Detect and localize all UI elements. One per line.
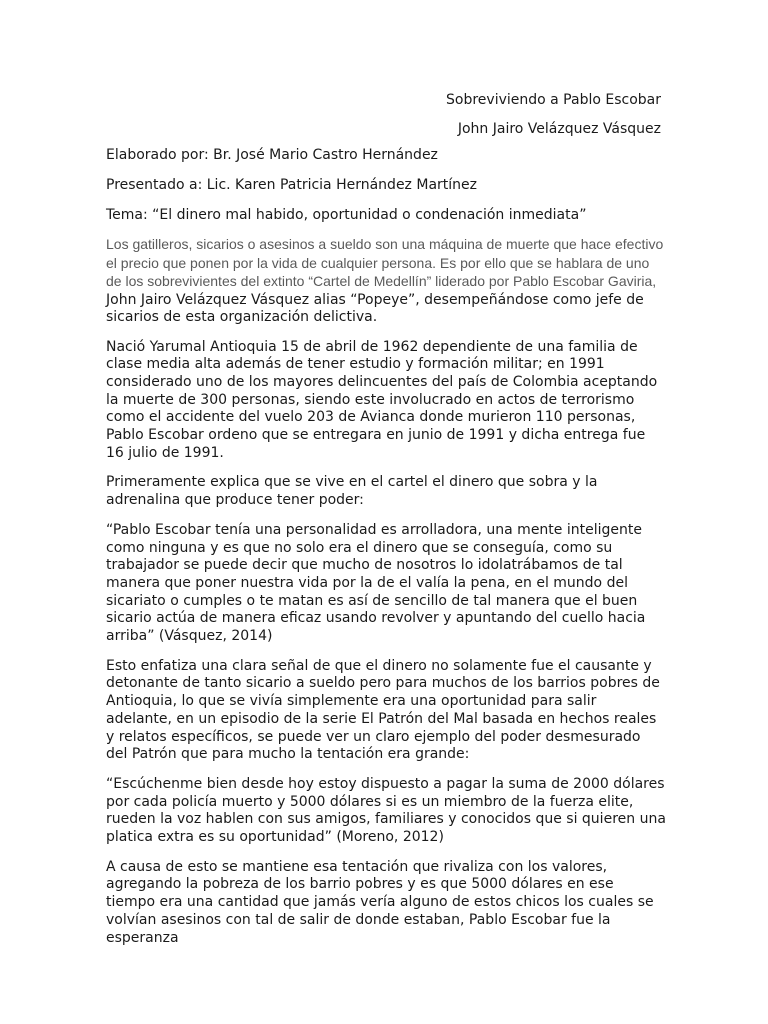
presentado-line: Presentado a: Lic. Karen Patricia Hernández Martínez (106, 177, 477, 193)
document-author: John Jairo Velázquez Vásquez (457, 121, 661, 137)
document-body (106, 146, 666, 959)
paragraph-birth: Nació Yarumal Antioquia 15 de abril de 1962 dependiente de una familia de clase media alta además de tener estudio y formación militar; en 1991 considerado uno de los mayores delincuentes del país de Colombia aceptando la muerte de 300 personas, siendo este involucrado en actos de terrorismo como el accidente del vuelo 203 de Avianca donde murieron 110 personas, Pablo Escobar ordeno que se entregara en junio de 1991 y dicha entrega fue 16 julio de 1991. (106, 338, 658, 461)
quote-vasquez: “Pablo Escobar tenía una personalidad es arrolladora, una mente inteligente como ninguna y es que no solo era el dinero que se conseguía, como su trabajador se puede decir que mucho de nosotros lo idolatrábamos de tal manera que poner nuestra vida por la de el valía la pena, en el mundo del sicariato o cumples o te matan es así de sencillo de tal manera que el buen sicario actúa de manera eficaz usando revolver y apuntando del cuello hacia arriba” (Vásquez, 2014) (106, 521, 646, 645)
paragraph-cartel: Primeramente explica que se vive en el cartel el dinero que sobra y la adrenalina que produce tener poder: (106, 474, 598, 509)
intro-paragraph (106, 236, 666, 327)
elaborado-line: Elaborado por: Br. José Mario Castro Hernández (106, 147, 438, 163)
paragraph-patron: Esto enfatiza una clara señal de que el dinero no solamente fue el causante y detonante de tanto sicario a sueldo pero para muchos de los barrios pobres de Antioquia, lo que se vivía simplemente era una oportunidad para salir adelante, en un episodio de la serie El Patrón del Mal basada en hechos reales y relatos específicos, se puede ver un claro ejemplo del poder desmesurado del Patrón que para mucho la tentación era grande: (106, 657, 660, 763)
document-title: Sobreviviendo a Pablo Escobar (446, 92, 661, 108)
quote-moreno: “Escúchenme bien desde hoy estoy dispuesto a pagar la suma de 2000 dólares por cada policía muerto y 5000 dólares si es un miembro de la fuerza elite, rueden la voz hablen con sus amigos, familiares y conocidos que si quieren una platica extra es su oportunidad” (Moreno, 2012) (106, 775, 666, 846)
paragraph-tentacion: A causa de esto se mantiene esa tentación que rivaliza con los valores, agregando la pobreza de los barrio pobres y es que 5000 dólares en ese tiempo era una cantidad que jamás vería alguno de estos chicos los cuales se volvían asesinos con tal de salir de donde estaban, Pablo Escobar fue la esperanza (106, 858, 654, 946)
intro-gray-text: Los gatilleros, sicarios o asesinos a sueldo son una máquina de muerte que hace efectivo el precio que ponen por la vida de cualquier persona. Es por ello que se hablara de uno de los sobrevivientes del extinto “Cartel de Medellín” liderado por Pablo Escobar Gaviria, (106, 236, 664, 289)
intro-dark-text: John Jairo Velázquez Vásquez alias “Popeye”, desempeñándose como jefe de sicarios de esta organización delictiva. (106, 291, 644, 325)
tema-line: Tema: “El dinero mal habido, oportunidad o condenación inmediata” (106, 207, 587, 223)
